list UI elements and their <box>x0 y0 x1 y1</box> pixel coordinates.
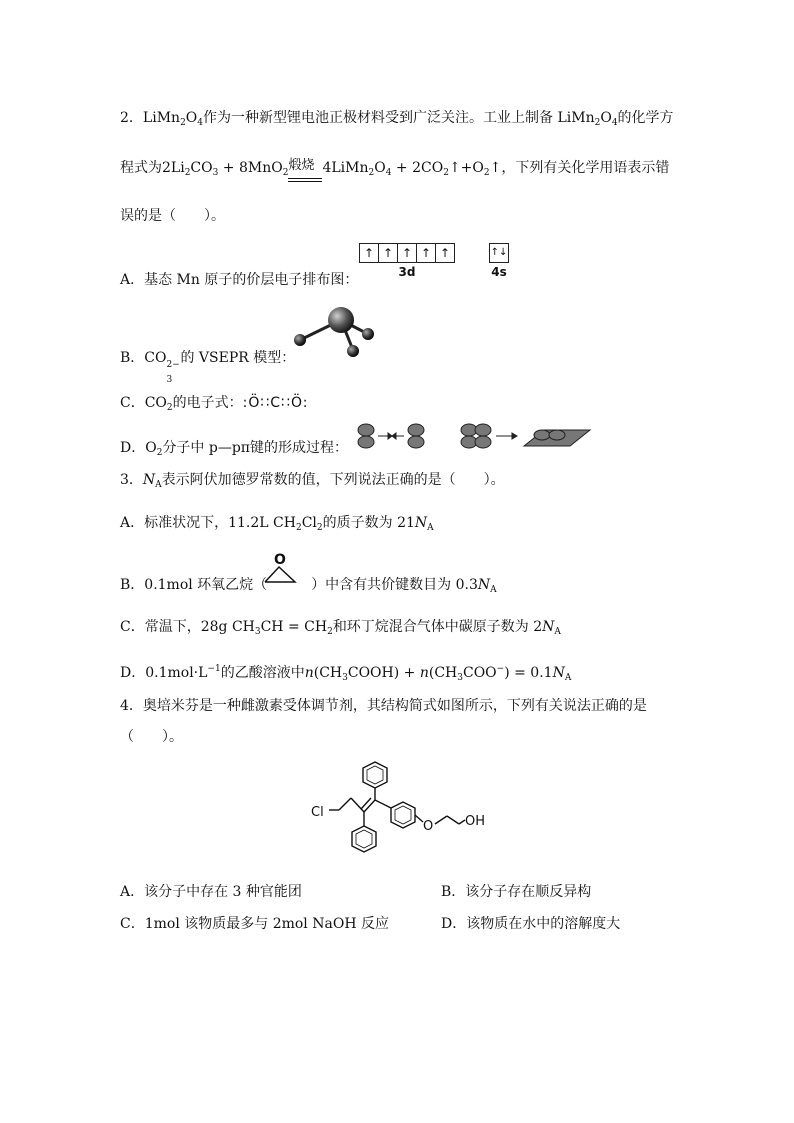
q4-stem: 4．奥培米芬是一种雌激素受体调节剂，其结构简式如图所示，下列有关说法正确的是 <box>120 698 647 714</box>
q2-line3: 误的是（ ）。 <box>120 208 225 224</box>
ospemifene-structure-icon <box>305 758 495 864</box>
co2-electron-formula: :Ö∷C∷Ö: <box>242 395 309 411</box>
q2-line2-equation: 程式为$2Li_2CO_3 + 8MnO_2$ 煅烧 $4LiMn_2O_4$ + $2CO_2↑+O_2↑$，下列有关化学用语表示错 <box>120 158 669 183</box>
q3-option-b: B．0.1mol 环氧乙烷（ ）中含有共价键数目为 $0.3N_A$ <box>120 577 497 595</box>
orbital-diagram-4s: ↑↓ 4s <box>489 243 509 279</box>
svg-text:O: O <box>274 552 286 568</box>
q3-option-d: D．$0.1mol\cdot L^{-1}$的乙酸溶液中$n(CH_3COOH) + n(CH_3COO^-) = 0.1N_A$ <box>120 664 572 683</box>
q2-line1: 2．$LiMn_2O_4$作为一种新型锂电池正极材料受到广泛关注。工业上制备 $LiMn_2O_4$的化学方 <box>120 110 674 128</box>
orbital-diagram-3d: ↑ ↑ ↑ ↑ ↑ 3d <box>359 243 455 279</box>
q3-option-c: C．常温下，28g $CH_3CH = CH_2$和环丁烷混合气体中碳原子数为 $2N_A$ <box>120 619 561 637</box>
q2-option-b: B．CO 2− 3 的 VSEPR 模型： <box>120 350 296 385</box>
vsepr-model-icon <box>290 300 390 362</box>
q4-option-b: B．该分子存在顺反异构 <box>441 884 592 900</box>
q2-option-c: C．$CO_2$的电子式：:Ö∷C∷Ö: <box>120 395 309 413</box>
q3-option-a: A．标准状况下，11.2L $CH_2Cl_2$的质子数为 $21N_A$ <box>120 515 434 533</box>
pi-bond-formation-icon <box>352 422 592 450</box>
q3-stem: 3．$N_A$表示阿伏加德罗常数的值，下列说法正确的是（ ）。 <box>120 472 505 490</box>
q4-option-a: A．该分子中存在 3 种官能团 <box>120 884 302 900</box>
q4-paren: （ ）。 <box>120 729 183 745</box>
svg-text:OH: OH <box>465 814 486 829</box>
q4-option-d: D．该物质在水中的溶解度大 <box>441 916 621 932</box>
svg-text:Cl: Cl <box>311 805 324 820</box>
q2-option-d: D．$O_2$分子中 p—pπ键的形成过程： <box>120 440 349 458</box>
svg-text:O: O <box>423 819 434 834</box>
reaction-condition: 煅烧 <box>288 158 315 173</box>
q2-option-a: A．基态 Mn 原子的价层电子排布图： <box>120 272 359 288</box>
q4-option-c: C．1mol 该物质最多与 2mol NaOH 反应 <box>120 916 389 932</box>
